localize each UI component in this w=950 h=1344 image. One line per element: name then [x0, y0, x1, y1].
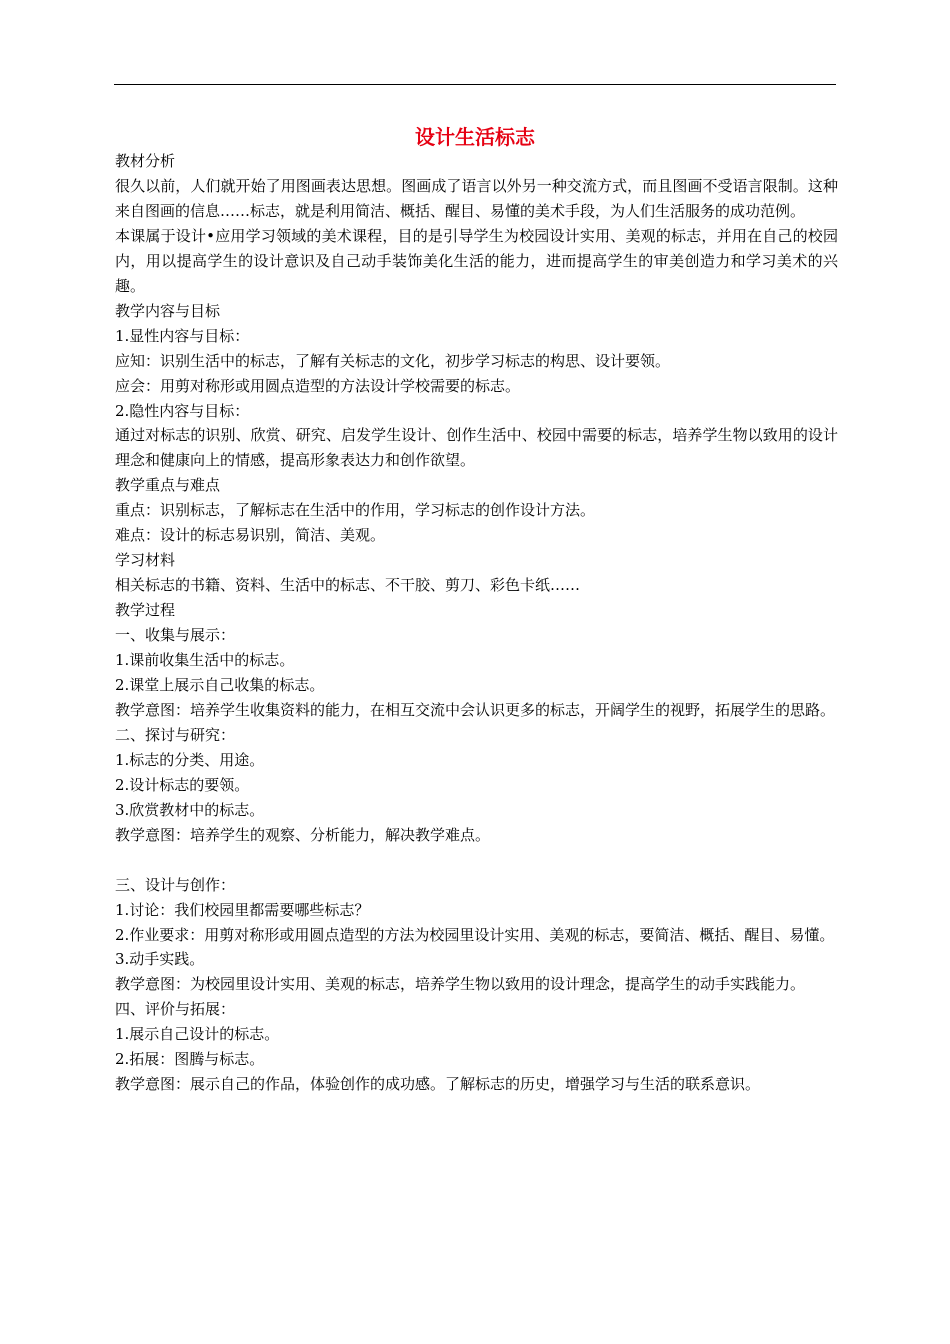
body-paragraph: 1.标志的分类、用途。: [115, 750, 265, 769]
body-paragraph: 2.隐性内容与目标：: [115, 401, 250, 420]
body-paragraph: 通过对标志的识别、欣赏、研究、启发学生设计、创作生活中、校园中需要的标志，培养学生物以致用的设计理念和健康向上的情感，提高形象表达力和创作欲望。: [115, 426, 838, 470]
body-paragraph: 2.作业要求：用剪对称形或用圆点造型的方法为校园里设计实用、美观的标志，要简洁、概括、醒目、易懂。: [115, 925, 835, 944]
body-paragraph: 教学意图：展示自己的作品，体验创作的成功感。了解标志的历史，增强学习与生活的联系意识。: [115, 1075, 761, 1094]
section-heading: 学习材料: [115, 551, 176, 570]
body-paragraph: 重点：识别标志，了解标志在生活中的作用，学习标志的创作设计方法。: [115, 501, 596, 520]
body-paragraph: 2.课堂上展示自己收集的标志。: [115, 676, 325, 695]
body-paragraph: 相关标志的书籍、资料、生活中的标志、不干胶、剪刀、彩色卡纸……: [115, 576, 581, 595]
body-paragraph: 一、收集与展示：: [115, 626, 236, 645]
body-paragraph: 2.设计标志的要领。: [115, 775, 250, 794]
document-title: 设计生活标志: [415, 125, 535, 149]
section-heading: 教学过程: [115, 601, 176, 620]
body-paragraph: 3.欣赏教材中的标志。: [115, 800, 265, 819]
body-paragraph: 教学意图：培养学生的观察、分析能力，解决教学难点。: [115, 825, 491, 844]
body-paragraph: 三、设计与创作：: [115, 875, 236, 894]
body-paragraph: 四、评价与拓展：: [115, 1000, 236, 1019]
body-paragraph: 难点：设计的标志易识别，简洁、美观。: [115, 526, 386, 545]
body-paragraph: 教学意图：培养学生收集资料的能力，在相互交流中会认识更多的标志，开阔学生的视野，拓展学生的思路。: [115, 700, 836, 719]
section-heading: 教学内容与目标: [115, 301, 221, 320]
body-paragraph: 3.动手实践。: [115, 950, 205, 969]
body-paragraph: 本课属于设计•应用学习领域的美术课程，目的是引导学生为校园设计实用、美观的标志，并用在自己的校园内，用以提高学生的设计意识及自己动手装饰美化生活的能力，进而提高学生的审美创造力和学习美术的兴趣。: [115, 226, 838, 295]
section-heading: 教学重点与难点: [115, 476, 221, 495]
body-paragraph: 1.课前收集生活中的标志。: [115, 651, 295, 670]
blank-line: [115, 848, 838, 873]
body-paragraph: 应知：识别生活中的标志，了解有关标志的文化，初步学习标志的构思、设计要领。: [115, 351, 671, 370]
document-body: [115, 149, 838, 1097]
body-paragraph: 1.显性内容与目标：: [115, 326, 250, 345]
header-rule: [114, 84, 836, 85]
body-paragraph: 二、探讨与研究：: [115, 725, 236, 744]
body-paragraph: 教学意图：为校园里设计实用、美观的标志，培养学生物以致用的设计理念，提高学生的动手实践能力。: [115, 975, 806, 994]
section-heading: 教材分析: [115, 152, 176, 170]
body-paragraph: 很久以前，人们就开始了用图画表达思想。图画成了语言以外另一种交流方式，而且图画不受语言限制。这种来自图画的信息……标志，就是利用简洁、概括、醒目、易懂的美术手段，为人们生活服务的成功范例。: [115, 176, 838, 220]
body-paragraph: 1.讨论：我们校园里都需要哪些标志？: [115, 900, 370, 919]
body-paragraph: 1.展示自己设计的标志。: [115, 1025, 280, 1044]
body-paragraph: 2.拓展：图腾与标志。: [115, 1050, 265, 1069]
body-paragraph: 应会：用剪对称形或用圆点造型的方法设计学校需要的标志。: [115, 376, 521, 395]
